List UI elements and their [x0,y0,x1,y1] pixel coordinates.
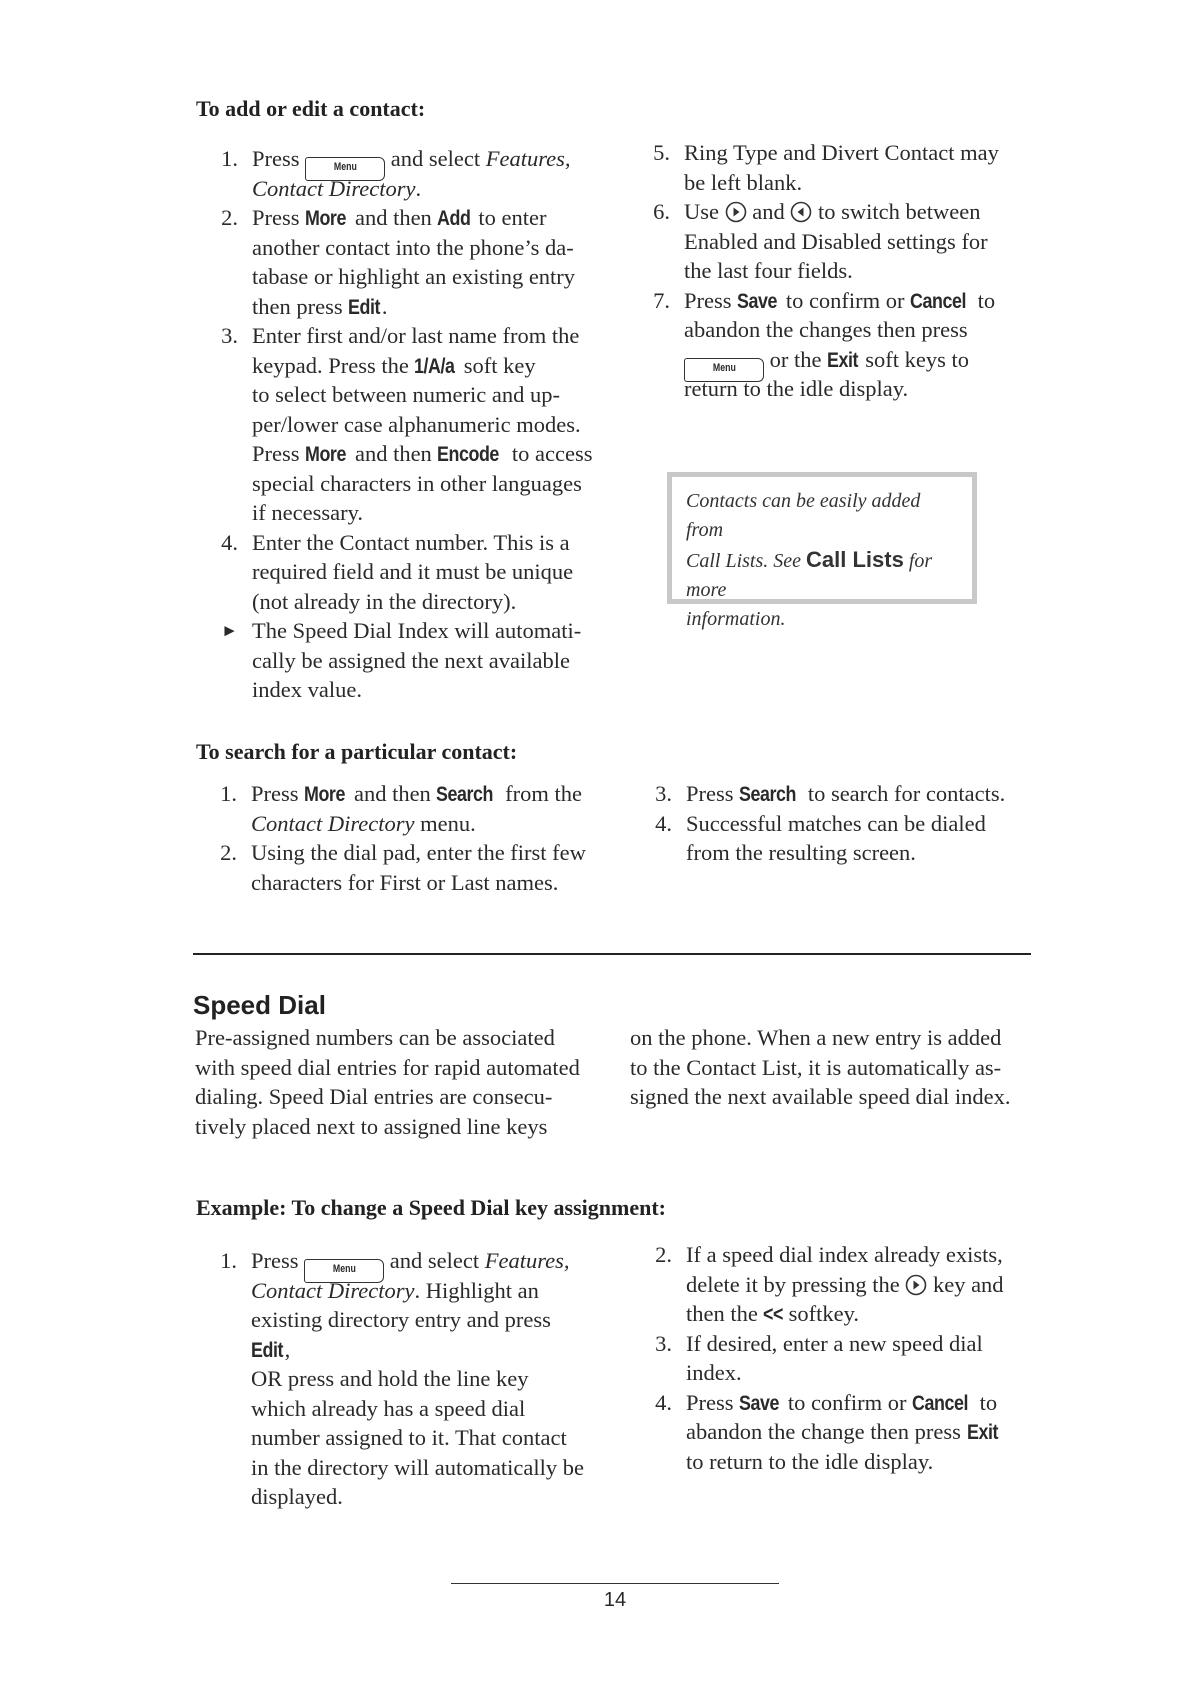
text-run: index value. [252,677,362,702]
text-run: then the [686,1301,764,1326]
list-item-line [252,351,536,381]
text-run: and [746,199,791,224]
softkey-label: Edit [251,1338,284,1362]
list-item-line [686,838,916,867]
list-item-line [252,410,581,439]
text-run: Ring Type and Divert Contact may [684,140,999,165]
right-arrow-key-icon [725,201,747,223]
text-run: Enter first and/or last name from the [252,323,580,348]
list-item-line [684,315,968,344]
list-item-line [252,321,579,350]
text-run: to confirm or [780,287,911,313]
list-item-line [686,1240,1003,1269]
text-run: soft key [458,352,536,378]
text-run: Press [686,781,740,806]
softkey-label: << [763,1303,784,1326]
list-item-line [686,1270,1004,1299]
softkey-label: Save [737,289,778,313]
text-run: the last four fields. [684,258,853,283]
list-number: 4. [655,810,672,836]
text-run: and select [384,1248,485,1273]
text-run: existing directory entry and press [251,1307,551,1332]
list-item-line [252,616,581,645]
text-run: to access [506,441,593,466]
heading-example: Example: To change a Speed Dial key assignment: [196,1195,666,1220]
text-run: to return to the idle display. [686,1448,934,1474]
heading-add-contact: To add or edit a contact: [196,96,426,121]
list-item-line [252,233,574,262]
list-item-line [252,498,363,527]
left-arrow-key-icon [790,201,812,223]
text-run: Using the dial pad, enter the first few [251,840,586,865]
list-item-line [251,1482,343,1511]
list-item-line [686,1388,997,1418]
softkey-label: Exit [966,1421,998,1444]
note-line-1: Contacts can be easily added from [686,490,921,541]
right-arrow-key-icon [905,1274,927,1296]
text-run: keypad. Press the [252,352,415,378]
paragraph-line: with speed dial entries for rapid automated [195,1054,580,1080]
text-run: tabase or highlight an existing entry [252,264,576,289]
text-run: Press [251,781,305,806]
list-number: ► [221,621,238,640]
list-item-line [684,256,853,285]
list-number: 3. [655,1330,672,1356]
list-item-line [684,374,908,403]
text-run: . Highlight an [414,1277,539,1303]
heading-search-contact: To search for a particular contact: [196,739,518,764]
text-run: or the [764,346,828,372]
list-item-line [251,779,582,809]
list-item-line [252,675,362,704]
text-run: , [284,1336,291,1362]
text-run: in the directory will automatically be [251,1454,585,1480]
italic-term: Contact Directory [251,1277,415,1303]
list-item-line [684,227,988,256]
page-number: 14 [603,1589,627,1611]
list-item-line [252,557,573,586]
italic-term: Features, [484,1248,570,1273]
note-line-3: information. [686,608,786,630]
footer-rule [451,1583,779,1584]
list-number: 4. [221,529,238,555]
list-item-line [251,1453,584,1482]
list-item-line [251,1305,551,1334]
text-run: per/lower case alphanumeric modes. [252,411,581,437]
text-run: and then [348,781,437,806]
italic-term: Contact Directory [252,175,416,201]
list-item-line [251,809,476,838]
text-run: menu. [414,810,476,836]
text-run: cally be assigned the next available [252,647,570,673]
paragraph-line: tively placed next to assigned line keys [195,1113,548,1139]
menu-key-icon: Menu [305,157,385,181]
text-run: . [415,175,422,201]
text-run: from the [499,781,582,806]
text-run: OR press and hold the line key [251,1366,529,1391]
list-item-line [252,439,593,469]
softkey-label: More [305,207,347,230]
menu-key-icon: Menu [304,1259,384,1283]
text-run: softkey. [783,1301,860,1326]
text-run: another contact into the phone’s da- [252,234,574,260]
italic-term: Contact Directory [251,810,415,836]
list-item-line [686,1358,742,1387]
text-run: return to the idle display. [684,376,909,401]
text-run: and select [385,146,486,171]
text-run: required field and it must be unique [252,559,574,584]
speed-dial-title: Speed Dial [193,990,326,1020]
list-item-line [252,528,570,557]
text-run: (not already in the directory). [252,588,517,614]
list-number: 4. [655,1389,672,1415]
text-run: index. [686,1360,742,1385]
list-number: 2. [220,840,237,865]
list-item-line [252,174,421,203]
softkey-label: More [305,443,347,466]
text-run: to select between numeric and up- [252,382,561,407]
list-number: 3. [655,781,672,806]
list-item-line [684,138,999,167]
list-item-line [684,168,802,197]
paragraph-line: Pre-assigned numbers can be associated [195,1025,555,1050]
list-item-line [251,838,586,867]
text-run: If a speed dial index already exists, [686,1242,1003,1267]
softkey-label: Cancel [912,1391,969,1415]
text-run: . [381,293,388,319]
list-number: 2. [221,205,238,230]
text-run: abandon the changes then press [684,317,968,342]
list-number: 1. [220,1248,237,1273]
text-run: Press [252,441,306,466]
list-item-line [686,1299,859,1329]
list-item-line [251,1364,528,1393]
paragraph-line: signed the next available speed dial index. [630,1084,1011,1109]
text-run: displayed. [251,1484,343,1509]
list-item-line [251,1423,567,1452]
list-item-line [252,587,516,616]
list-item-line [686,1417,999,1447]
list-item-line [686,779,1005,809]
text-run: be left blank. [684,169,803,195]
text-run: and then [349,441,438,466]
softkey-label: Search [739,783,797,806]
text-run: special characters in other languages [252,470,582,496]
paragraph-line: dialing. Speed Dial entries are consecu- [195,1084,553,1109]
list-item-line [686,1329,983,1358]
softkey-label: Exit [827,348,859,372]
menu-key-icon: Menu [684,358,764,382]
softkey-label: More [304,783,346,806]
list-number: 3. [221,323,238,348]
list-item-line [686,1447,933,1476]
softkey-label: Search [436,783,494,806]
text-run: abandon the change then press [686,1419,967,1444]
text-run: Enter the Contact number. This is a [252,529,570,555]
text-run: Press [684,287,738,313]
text-run: to enter [472,205,547,230]
text-run: If desired, enter a new speed dial [686,1330,983,1356]
list-item-line [252,262,575,291]
list-item-line [684,197,980,226]
text-run: to [974,1389,998,1415]
text-run: to search for contacts. [802,781,1006,806]
text-run: Use [684,199,725,224]
text-run: Press [686,1389,740,1415]
list-item-line [251,1276,539,1305]
tip-note-box [667,472,977,630]
italic-term: Features, [485,146,571,171]
list-item-line [686,809,986,838]
softkey-label: Edit [348,295,381,319]
text-run: key and [927,1271,1004,1297]
note-call-lists: Call Lists [806,547,904,572]
list-number: 2. [655,1242,672,1267]
softkey-label: 1/A/a [414,354,456,378]
list-item-line [251,1394,525,1423]
text-run: Press [252,146,306,171]
list-item-line [252,292,388,322]
text-run: soft keys to [859,346,969,372]
text-run: Press [251,1248,305,1273]
text-run: Press [252,205,306,230]
text-run: and then [349,205,438,230]
list-number: 7. [653,287,670,313]
softkey-label: Add [437,207,471,230]
text-run: delete it by pressing the [686,1271,906,1297]
softkey-label: Cancel [910,289,967,313]
list-item-line [252,646,570,675]
text-run: which already has a speed dial [251,1395,526,1421]
text-run: Successful matches can be dialed [686,810,986,836]
note-line-2c: for more [686,550,933,601]
list-item-line [252,203,546,233]
text-run: number assigned to it. That contact [251,1425,567,1450]
section-divider [193,953,1031,955]
text-run: from the resulting screen. [686,840,916,865]
text-run: to switch between [812,199,981,224]
paragraph-line: on the phone. When a new entry is added [630,1025,1002,1050]
list-item-line [251,868,558,897]
list-number: 1. [220,781,237,806]
list-item-line [684,286,995,316]
text-run: The Speed Dial Index will automati- [252,618,582,643]
text-run: to confirm or [782,1389,913,1415]
list-item-line [252,469,582,498]
note-line-2a: Call Lists. See [686,550,807,572]
list-number: 5. [653,140,670,165]
text-run: to [972,287,996,313]
list-number: 6. [653,199,670,224]
softkey-label: Encode [437,443,500,466]
text-run: then press [252,293,349,319]
text-run: Enabled and Disabled settings for [684,228,988,254]
list-item-line [251,1335,290,1365]
text-run: if necessary. [252,500,363,525]
list-number: 1. [221,146,238,171]
softkey-label: Save [739,1391,780,1415]
list-item-line [252,380,560,409]
text-run: characters for First or Last names. [251,869,559,895]
paragraph-line: to the Contact List, it is automatically as- [630,1054,1002,1080]
